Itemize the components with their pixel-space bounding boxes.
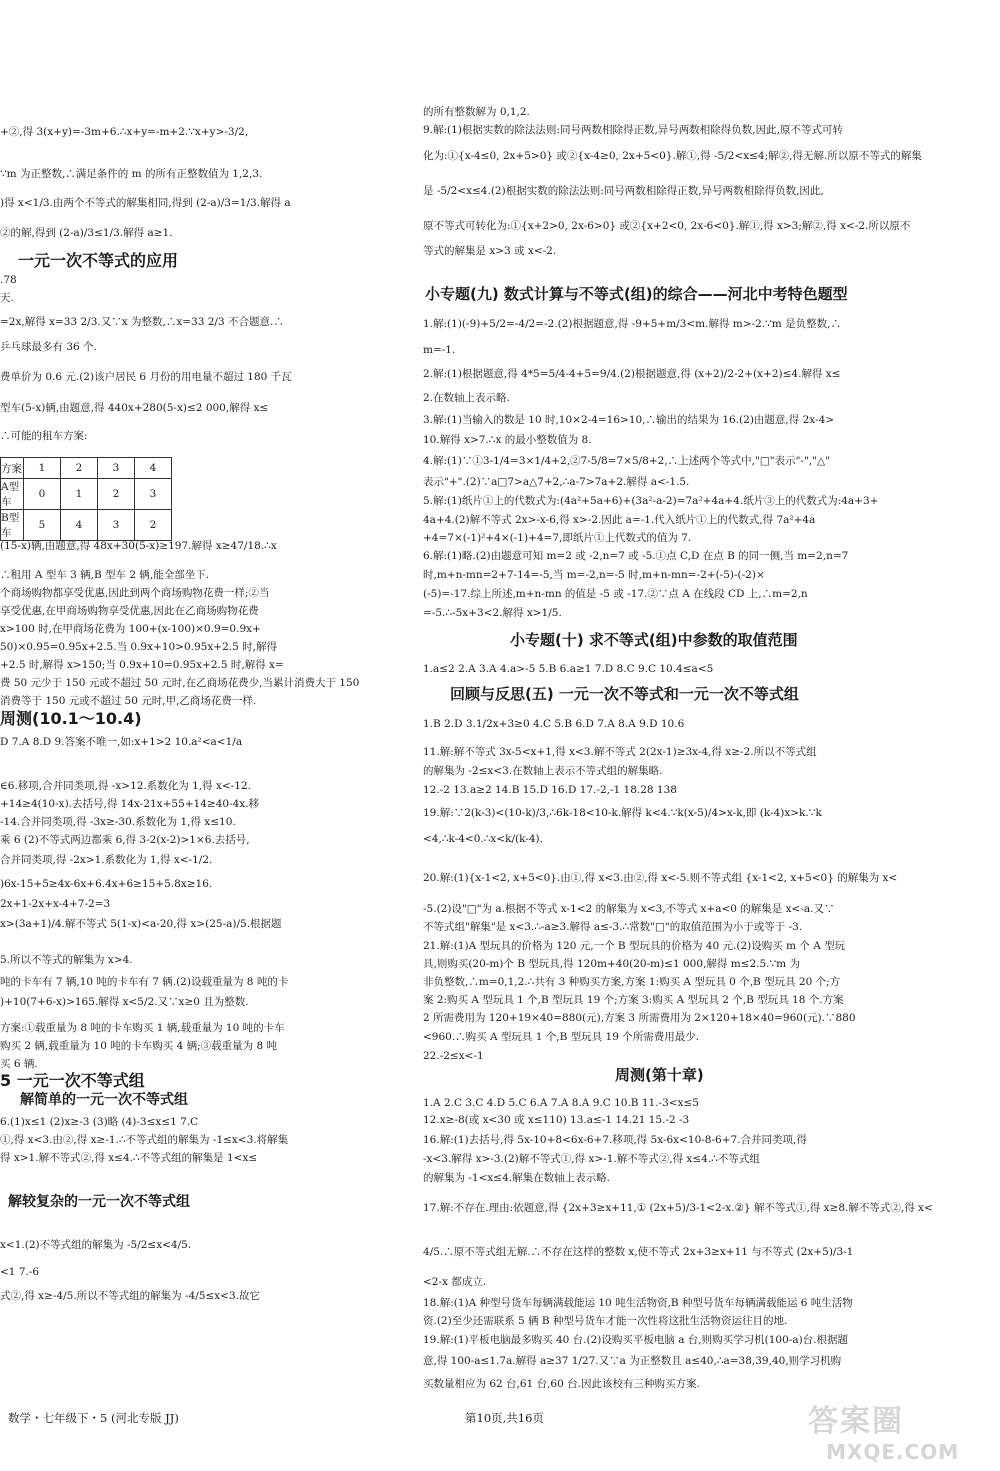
table-row (1, 510, 172, 541)
section-heading: 解较复杂的一元一次不等式组 (8, 1194, 190, 1210)
answer-line: -5.(2)设"□"为 a.根据不等式 x-1<2 的解集为 x<3,不等式 x+a<0 的解集是 x<-a.又∵ (423, 903, 835, 915)
answer-line: )6x-15+5≥4x-6x+6.4x+6≥15+5.8x≥16. (0, 878, 213, 890)
answer-line: ∴可能的租车方案: (0, 430, 88, 442)
table-cell: 3 (135, 479, 172, 510)
answer-line: 17.解:不存在.理由:依题意,得 {2x+3≥x+11,① (2x+5)/3-1<2-x.②} 解不等式①,得 x≥8.解不等式②,得 x< (423, 1202, 933, 1214)
section-heading: 解简单的一元一次不等式组 (20, 1092, 188, 1108)
answer-line: ②的解,得到 (2-a)/3≤1/3.解得 a≥1. (0, 227, 173, 239)
answer-line: 表示"+".(2)∵a□7>a△7+2,∴a-7>7a+2.解得 a<-1.5. (423, 476, 690, 488)
row-header-cell: 方案 (1, 458, 24, 479)
answer-line: 案 2:购买 A 型玩具 1 个,B 型玩具 19 个;方案 3:购买 A 型玩具 2 个,B 型玩具 18 个.方案 (423, 994, 844, 1006)
rental-plan-table (0, 457, 172, 541)
section-heading: 周测(第十章) (615, 1066, 704, 1084)
answer-line: 5.解:(1)纸片①上的代数式为:(4a²+5a+6)+(3a²-a-2)=7a²+4a+4.纸片③上的代数式为:4a+3+ (423, 495, 879, 507)
answer-line: 12.-2 13.a≥2 14.B 15.D 16.D 17.-2,-1 18.28 138 (423, 784, 677, 796)
answer-line: x<1.(2)不等式组的解集为 -5/2≤x<4/5. (0, 1239, 192, 1251)
answer-line: 购买 2 辆,载重量为 10 吨的卡车购买 4 辆;③载重量为 8 吨 (0, 1040, 277, 1052)
answer-line: 19.解:(1)平板电脑最多购买 40 台.(2)设购买平板电脑 a 台,则购买学习机(100-a)台.根据题 (423, 1334, 849, 1346)
table-cell: 3 (98, 458, 135, 479)
answer-line: 意,得 100-a≤1.7a.解得 a≥37 1/27.又∵a 为正整数且 a≤40,∴a=38,39,40,则学习机购 (423, 1355, 842, 1367)
answer-line: 18.解:(1)A 种型号货车每辆满载能运 10 吨生活物资,B 种型号货车每辆满载能运 6 吨生活物 (423, 1297, 853, 1309)
answer-line: -14.合并同类项,得 -3x≥-30.系数化为 1,得 x≤10. (0, 816, 236, 828)
answer-line: +②,得 3(x+y)=-3m+6.∴x+y=-m+2.∵x+y>-3/2, (0, 126, 249, 138)
answer-line: <960.∴购买 A 型玩具 1 个,B 型玩具 19 个所需费用最少. (423, 1031, 700, 1043)
answer-line: 消费等于 150 元或不超过 50 元时,甲,乙商场花费一样. (0, 695, 257, 707)
answer-line: 费单价为 0.6 元.(2)该户居民 6 月份的用电量不超过 180 千瓦 (0, 371, 292, 383)
answer-line: 1.B 2.D 3.1/2x+3≥0 4.C 5.B 6.D 7.A 8.A 9.D 10.6 (423, 718, 685, 730)
table-cell: 5 (24, 510, 61, 541)
section-heading: 5 一元一次不等式组 (0, 1071, 145, 1090)
answer-line: ∴租用 A 型车 3 辆,B 型车 2 辆,能全部坐下. (0, 569, 210, 581)
answer-line: <2-x 都成立. (423, 1276, 487, 1288)
answer-line: 2.解:(1)根据题意,得 4*5=5/4-4+5=9/4.(2)根据题意,得 (x+2)/2-2+(x+2)≤4.解得 x≤ (423, 368, 841, 380)
answer-line: 吨的卡车有 7 辆,10 吨的卡车有 7 辆.(2)设载重量为 8 吨的卡 (0, 976, 289, 988)
answer-line: ①,得 x<3.由②,得 x≥-1.∴不等式组的解集为 -1≤x<3.将解集 (0, 1134, 289, 1146)
answer-line: 费 50 元少于 150 元或不超过 50 元时,在乙商场花费少,当累计消费大于 150 (0, 677, 360, 689)
answer-line: 的所有整数解为 0,1,2. (423, 106, 530, 118)
watermark-logo (808, 1396, 996, 1468)
answer-line: .78 (0, 274, 17, 286)
answer-line: (15-x)辆,由题意,得 48x+30(5-x)≥197.解得 x≥47/18.∴x (0, 540, 277, 552)
answer-line: <4,∴k-4<0.∴x<k/(k-4). (423, 833, 543, 845)
answer-line: D 7.A 8.D 9.答案不唯一,如:x+1>2 10.a²<a<1/a (0, 736, 243, 748)
answer-line: 原不等式可转化为:①{x+2>0, 2x-6>0} 或②{x+2<0, 2x-6<0}.解①,得 x>3;解②,得 x<-2.所以原不 (423, 220, 911, 232)
answer-line: 等式的解集是 x>3 或 x<-2. (423, 245, 557, 257)
answer-line: 12.x≥-8(或 x<30 或 x≤110) 13.a≤-1 14.21 15.-2 -3 (423, 1114, 690, 1126)
table-cell: 1 (24, 458, 61, 479)
answer-line: )得 x<1/3.由两个不等式的解集相同,得到 (2-a)/3=1/3.解得 a (0, 197, 291, 209)
answer-line: 型车(5-x)辆,由题意,得 440x+280(5-x)≤2 000,解得 x≤ (0, 402, 269, 414)
answer-line: 非负整数,∴m=0,1,2.∴共有 3 种购买方案,方案 1:购买 A 型玩具 0 个,B 型玩具 20 个;方 (423, 976, 841, 988)
table-cell: 3 (98, 510, 135, 541)
table-row (1, 458, 172, 479)
answer-line: -x<3.解得 x>-3.(2)解不等式①,得 x>-1.解不等式②,得 x≤4.∴不等式组 (423, 1153, 760, 1165)
section-heading: 一元一次不等式的应用 (18, 251, 179, 270)
answer-line: 4a+4.(2)解不等式 2x>-x-6,得 x>-2.因此 a=-1.代入纸片①上的代数式,得 7a²+4a (423, 514, 816, 526)
answer-line: 方案:①载重量为 8 吨的卡车购买 1 辆,载重量为 10 吨的卡车 (0, 1022, 285, 1034)
answer-line: )+10(7+6-x)>165.解得 x<5/2.又∵x≥0 且为整数. (0, 996, 249, 1008)
answer-line: x>(3a+1)/4.解不等式 5(1-x)<a-20,得 x>(25-a)/5.根据题 (0, 918, 282, 930)
row-header-cell: A型车 (1, 479, 24, 510)
answer-line: 2 所需费用为 120+19×40=880(元),方案 3 所需费用为 2×120+18×40=960(元).∵880 (423, 1012, 856, 1024)
section-heading: 小专题(十) 求不等式(组)中参数的取值范围 (510, 631, 798, 649)
answer-line: 个商场购物都享受优惠,因此到两个商场购物花费一样;②当 (0, 587, 270, 599)
table-cell: 4 (61, 510, 98, 541)
answer-line: =2x,解得 x=33 2/3.又∵x 为整数,∴x=33 2/3 不合题意.∴ (0, 316, 284, 328)
answer-line: (-5)=-17.综上所述,m+n-mn 的值是 -5 或 -17.②∵点 A 在线段 CD 上,∴m=2,n (423, 588, 808, 600)
table-cell: 0 (24, 479, 61, 510)
answer-line: 20.解:(1){x-1<2, x+5<0}.由①,得 x<3.由②,得 x<-5.则不等式组 {x-1<2, x+5<0} 的解集为 x< (423, 872, 898, 884)
answer-line: 3.解:(1)当输入的数是 10 时,10×2-4=16>10,∴输出的结果为 16.(2)由题意,得 2x-4> (423, 414, 835, 426)
answer-line: 11.解:解不等式 3x-5<x+1,得 x<3.解不等式 2(2x-1)≥3x-4,得 x≥-2.所以不等式组 (423, 746, 817, 758)
answer-line: 2x+1-2x+x-4+7-2=3 (0, 898, 111, 910)
answer-line: 合并同类项,得 -2x>1.系数化为 1,得 x<-1/2. (0, 854, 213, 866)
answer-line: 不等式组"解集"是 x<3.∴-a≥3.解得 a≤-3.∴常数"□"的取值范围为小于或等于 -3. (423, 921, 803, 933)
watermark-url: MXQE.COM (826, 1440, 960, 1464)
answer-line: 买数量相应为 62 台,61 台,60 台.因此该校有三种购买方案. (423, 1378, 700, 1390)
answer-line: 享受优惠,在甲商场购物享受优惠,因此在乙商场购物花费 (0, 605, 259, 617)
answer-line: 9.解:(1)根据实数的除法法则:同号两数相除得正数,异号两数相除得负数,因此,原不等式可转 (423, 124, 843, 136)
table-row (1, 479, 172, 510)
answer-line: 6.(1)x≤1 (2)x≥-3 (3)略 (4)-3≤x≤1 7.C (0, 1116, 199, 1128)
table-cell: 2 (61, 458, 98, 479)
answer-line: 得 x>1.解不等式②,得 x≤4.∴不等式组的解集是 1<x≤ (0, 1152, 258, 1164)
answer-line: 19.解:∵2(k-3)<(10-k)/3,∴6k-18<10-k.解得 k<4.∵k(x-5)/4>x-k,即 (k-4)x>k.∵k (423, 807, 822, 819)
table-cell: 1 (61, 479, 98, 510)
answer-line: =-5.∴-5x+3<2.解得 x>1/5. (423, 607, 562, 619)
answer-line: 5.所以不等式的解集为 x>4. (0, 954, 133, 966)
answer-line: m=-1. (423, 344, 456, 356)
section-heading: 小专题(九) 数式计算与不等式(组)的综合——河北中考特色题型 (425, 285, 848, 303)
answer-line: +2.5 时,解得 x>150;当 0.9x+10=0.95x+2.5 时,解得 x= (0, 659, 284, 671)
answer-line: 时,m+n-mn=2+7-14=-5,当 m=-2,n=-5 时,m+n-mn=-2+(-5)-(-2)× (423, 569, 765, 581)
answer-line: 4/5.∴原不等式组无解.∴不存在这样的整数 x,使不等式 2x+3≥x+11 与不等式 (2x+5)/3-1 (423, 1246, 854, 1258)
answer-line: 的解集为 -1<x≤4.解集在数轴上表示略. (423, 1172, 610, 1184)
answer-line: 50)×0.95=0.95x+2.5.当 0.9x+10>0.95x+2.5 时,解得 (0, 641, 277, 653)
answer-line: 6.解:(1)略.(2)由题意可知 m=2 或 -2,n=7 或 -5.①点 C,D 在点 B 的同一侧,当 m=2,n=7 (423, 550, 849, 562)
answer-line: +4=7×(-1)²+4×(-1)+4=7,即纸片①上代数式的值为 7. (423, 532, 692, 544)
answer-line: 是 -5/2<x≤4.(2)根据实数的除法法则:同号两数相除得正数,异号两数相除得负数,因此, (423, 185, 824, 197)
answer-line: 2.在数轴上表示略. (423, 392, 510, 404)
watermark-text: 答案圈 (808, 1404, 904, 1439)
section-heading: 周测(10.1～10.4) (0, 709, 142, 728)
answer-line: <1 7.-6 (0, 1266, 40, 1278)
answer-line: 乘 6 (2)不等式两边都乘 6,得 3-2(x-2)>1×6.去括号, (0, 834, 250, 846)
row-header-cell: B型车 (1, 510, 24, 541)
answer-line: 16.解:(1)去括号,得 5x-10+8<6x-6+7.移项,得 5x-6x<10-8-6+7.合并同类项,得 (423, 1134, 807, 1146)
answer-line: ∈6.移项,合并同类项,得 -x>12.系数化为 1,得 x<-12. (0, 780, 251, 792)
table-cell: 4 (135, 458, 172, 479)
answer-line: 21.解:(1)A 型玩具的价格为 120 元,一个 B 型玩具的价格为 40 元.(2)设购买 m 个 A 型玩 (423, 940, 846, 952)
answer-line: 乒乓球最多有 36 个. (0, 341, 97, 353)
answer-line: 1.a≤2 2.A 3.A 4.a>-5 5.B 6.a≥1 7.D 8.C 9.C 10.4≤a<5 (423, 663, 714, 675)
answer-line: 买 6 辆. (0, 1058, 38, 1070)
answer-line: 4.解:(1)∵①3-1/4=3×1/4+2,②7-5/8=7×5/8+2,∴上述两个等式中,"□"表示"-","△" (423, 455, 830, 467)
table-cell: 2 (135, 510, 172, 541)
answer-line: 具,则购买(20-m)个 B 型玩具,得 120m+40(20-m)≤1 000,解得 m≤2.5.∵m 为 (423, 958, 800, 970)
answer-line: 10.解得 x>7.∴x 的最小整数值为 8. (423, 434, 592, 446)
answer-line: 的解集为 -2≤x<3.在数轴上表示不等式组的解集略. (423, 765, 663, 777)
answer-line: ∵m 为正整数,∴满足条件的 m 的所有正整数值为 1,2,3. (0, 168, 263, 180)
table-cell: 2 (98, 479, 135, 510)
answer-line: 天. (0, 292, 14, 304)
page-number: 第10页,共16页 (465, 1411, 544, 1425)
answer-line: x>100 时,在甲商场花费为 100+(x-100)×0.9=0.9x+ (0, 623, 261, 635)
answer-line: 资.(2)至少还需联系 5 辆 B 种型号货车才能一次性将这批生活物资运往目的地. (423, 1315, 788, 1327)
answer-line: 1.解:(1)(-9)+5/2=-4/2=-2.(2)根据题意,得 -9+5+m/3<m.解得 m>-2.∵m 是负整数,∴ (423, 318, 841, 330)
answer-line: +14≥4(10-x).去括号,得 14x-21x+55+14≥40-4x.移 (0, 798, 260, 810)
section-heading: 回顾与反思(五) 一元一次不等式和一元一次不等式组 (450, 685, 799, 703)
answer-line: 式②,得 x≥-4/5.所以不等式组的解集为 -4/5≤x<3.故它 (0, 1290, 260, 1302)
answer-line: 22.-2≤x<-1 (423, 1050, 484, 1062)
left-footer: 数学・七年级下・5 (河北专版 JJ) (8, 1411, 179, 1425)
answer-line: 化为:①{x-4≤0, 2x+5>0} 或②{x-4≥0, 2x+5<0}.解①,得 -5/2<x≤4;解②,得无解.所以原不等式的解集 (423, 150, 922, 162)
answer-line: 1.A 2.C 3.C 4.D 5.C 6.A 7.A 8.A 9.C 10.B 11.-3<x≤5 (423, 1097, 699, 1109)
